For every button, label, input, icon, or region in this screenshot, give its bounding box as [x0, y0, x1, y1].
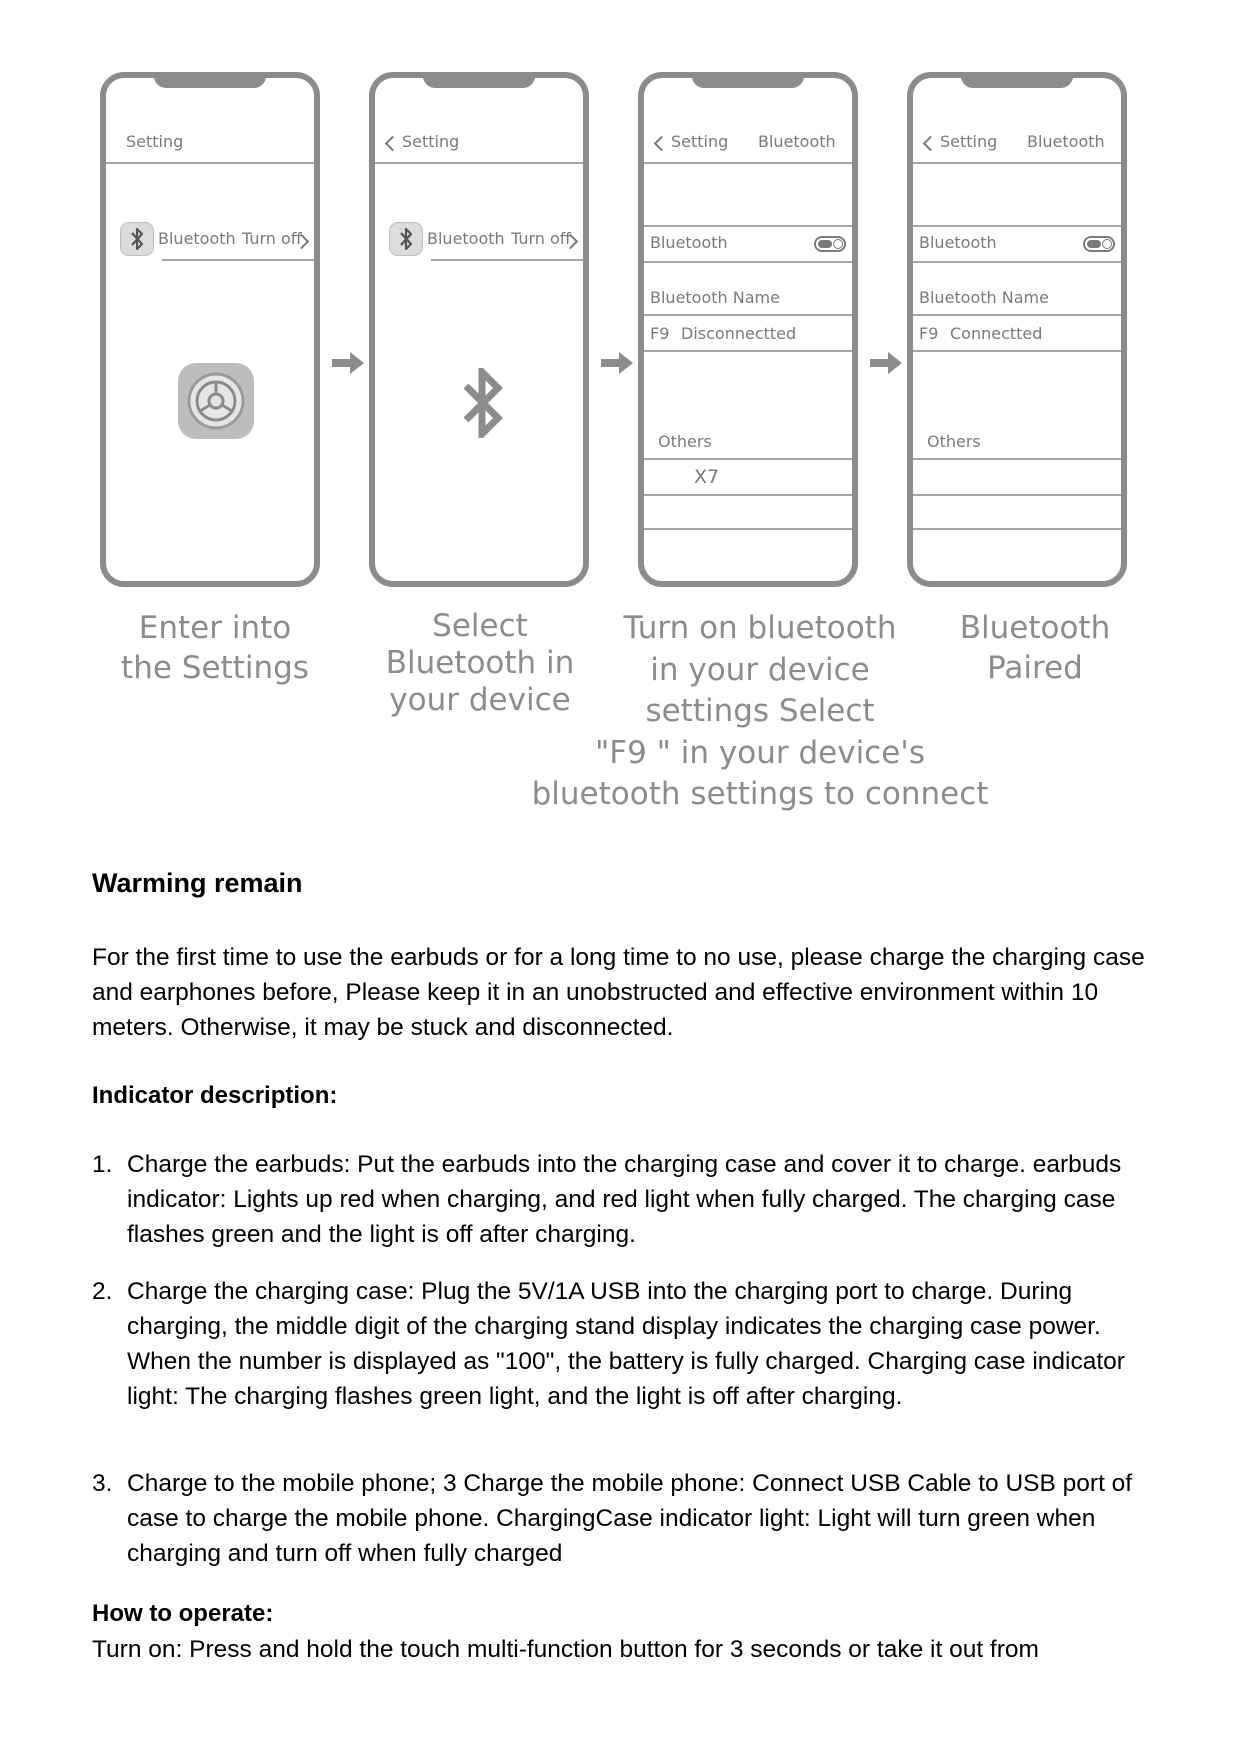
divider — [913, 225, 1121, 227]
indicator-heading: Indicator description: — [92, 1082, 338, 1109]
operate-heading: How to operate: — [92, 1600, 274, 1627]
bluetooth-symbol-icon — [460, 368, 506, 438]
list-item-text: Charge to the mobile phone; 3 Charge the mobile phone: Connect USB Cable to USB port of case to charge the mobile phone. ChargingCase indicator light: Light will turn green when charging and turn off when fully charged — [127, 1470, 1133, 1567]
list-item-number: 1. — [92, 1151, 113, 1178]
caption-step-1: Enter into the Settings — [121, 610, 309, 686]
bluetooth-toggle-switch — [814, 236, 846, 252]
others-label: Others — [927, 432, 981, 451]
list-item-number: 3. — [92, 1470, 113, 1497]
bluetooth-toggle-switch — [1083, 236, 1115, 252]
divider — [913, 458, 1121, 460]
list-item — [92, 1466, 1162, 1571]
nav-title: Bluetooth — [758, 132, 836, 151]
settings-header: Setting — [126, 132, 184, 151]
nav-back-label: Setting — [940, 132, 998, 151]
phone-notch — [154, 72, 266, 88]
divider — [913, 162, 1121, 164]
bluetooth-badge-icon — [389, 222, 423, 256]
divider — [644, 162, 852, 164]
divider — [644, 350, 852, 352]
nav-title: Bluetooth — [1027, 132, 1105, 151]
divider — [162, 259, 314, 261]
bluetooth-name-header: Bluetooth Name — [919, 288, 1049, 307]
divider — [913, 261, 1121, 263]
device-id: F9 — [650, 324, 670, 343]
arrow-right-icon — [332, 352, 364, 374]
settings-gear-icon — [176, 361, 256, 441]
settings-header: Setting — [402, 132, 460, 151]
divider — [644, 225, 852, 227]
arrow-right-icon — [601, 352, 633, 374]
divider — [375, 162, 583, 164]
phone-notch — [423, 72, 535, 88]
divider — [644, 494, 852, 496]
list-item-text: Charge the charging case: Plug the 5V/1A USB into the charging port to charge. During charging, the middle digit of the charging stand display indicates the charging case power. When the number is displayed as "100", the battery is fully charged. Charging case indicator light: The charging flashes green light, and the light is off after charging. — [127, 1278, 1125, 1410]
others-label: Others — [658, 432, 712, 451]
bluetooth-name-header: Bluetooth Name — [650, 288, 780, 307]
divider — [644, 528, 852, 530]
bluetooth-row-label: Bluetooth — [158, 229, 236, 248]
arrow-right-icon — [870, 352, 902, 374]
divider — [913, 494, 1121, 496]
bluetooth-toggle-label: Bluetooth — [650, 233, 728, 252]
device-id: F9 — [919, 324, 939, 343]
phone-mockup-select-bluetooth — [369, 72, 589, 587]
device-status: Disconnectted — [681, 324, 797, 343]
back-chevron-icon — [923, 136, 939, 152]
list-item — [92, 1274, 1162, 1414]
bluetooth-badge-icon — [120, 222, 154, 256]
list-item — [92, 1147, 1162, 1252]
divider — [913, 314, 1121, 316]
back-chevron-icon — [654, 136, 670, 152]
bluetooth-row-value: Turn off — [242, 229, 302, 248]
divider — [644, 458, 852, 460]
divider — [644, 314, 852, 316]
divider — [913, 528, 1121, 530]
divider — [644, 261, 852, 263]
phone-notch — [961, 72, 1073, 88]
bluetooth-row-label: Bluetooth — [427, 229, 505, 248]
divider — [106, 162, 314, 164]
bluetooth-toggle-label: Bluetooth — [919, 233, 997, 252]
nav-back-label: Setting — [671, 132, 729, 151]
back-chevron-icon — [385, 136, 401, 152]
caption-step-3: Turn on bluetooth in your device settings Select "F9 " in your device's bluetooth settings to connect — [531, 610, 989, 812]
phone-mockup-bluetooth-paired — [907, 72, 1127, 587]
phone-mockup-settings — [100, 72, 320, 587]
list-item-text: Charge the earbuds: Put the earbuds into the charging case and cover it to charge. earbuds indicator: Lights up red when charging, and red light when fully charged. The charging case flashes green and the light is off after charging. — [127, 1151, 1122, 1248]
operate-paragraph: Turn on: Press and hold the touch multi-function button for 3 seconds or take it out from — [92, 1636, 1039, 1663]
device-status: Connectted — [950, 324, 1043, 343]
other-device-name: X7 — [694, 466, 720, 488]
list-item-number: 2. — [92, 1278, 113, 1305]
section-heading-warming: Warming remain — [92, 868, 303, 898]
divider — [431, 259, 583, 261]
phone-mockup-bluetooth-on — [638, 72, 858, 587]
bluetooth-row-value: Turn off — [511, 229, 571, 248]
caption-step-4: Bluetooth Paired — [959, 610, 1111, 686]
intro-paragraph: For the first time to use the earbuds or for a long time to no use, please charge the charging case and earphones before, Please keep it in an unobstructed and effective environment within 10 meters. Otherwise, it may be stuck and disconnected. — [92, 944, 1145, 1041]
caption-step-2: Select Bluetooth in your device — [385, 608, 575, 718]
phone-notch — [692, 72, 804, 88]
divider — [913, 350, 1121, 352]
